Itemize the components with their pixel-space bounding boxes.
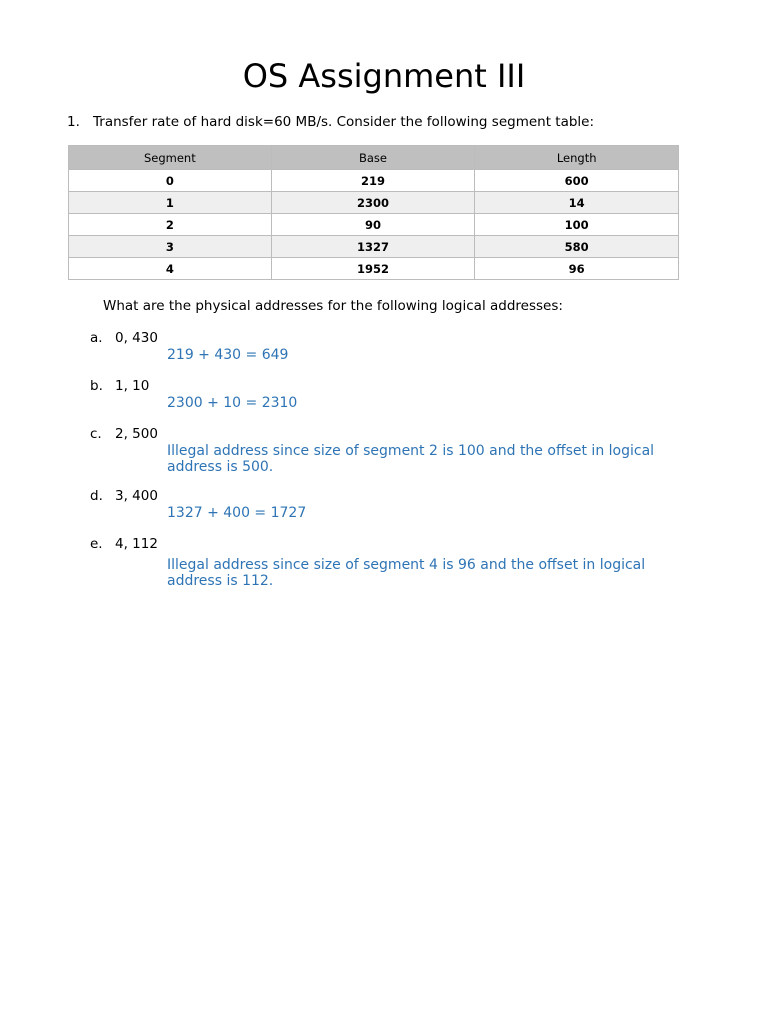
item-letter: c.	[90, 426, 102, 442]
logical-address: 3, 400	[115, 488, 158, 504]
question-1	[67, 112, 594, 132]
table-row	[69, 236, 679, 258]
item-letter: d.	[90, 488, 103, 504]
base-cell: 1327	[271, 236, 475, 258]
length-cell: 580	[475, 236, 679, 258]
logical-address: 2, 500	[115, 426, 158, 442]
segment-cell: 0	[69, 170, 272, 192]
segment-cell: 3	[69, 236, 272, 258]
column-header-base: Base	[271, 146, 475, 170]
answer-text: 1327 + 400 = 1727	[167, 505, 307, 521]
segment-table	[68, 145, 679, 280]
question-text: Transfer rate of hard disk=60 MB/s. Consider the following segment table:	[93, 114, 595, 130]
length-cell: 14	[475, 192, 679, 214]
logical-address: 4, 112	[115, 536, 158, 552]
segment-cell: 4	[69, 258, 272, 280]
item-letter: a.	[90, 330, 103, 346]
list-item	[90, 330, 690, 363]
length-cell: 96	[475, 258, 679, 280]
column-header-segment: Segment	[69, 146, 272, 170]
list-item	[90, 378, 690, 411]
table-row	[69, 170, 679, 192]
table-row	[69, 258, 679, 280]
column-header-length: Length	[475, 146, 679, 170]
segment-cell: 1	[69, 192, 272, 214]
segment-cell: 2	[69, 214, 272, 236]
table-row	[69, 214, 679, 236]
answer-text: Illegal address since size of segment 2 is 100 and the offset in logical address is 500.	[167, 443, 655, 475]
table-header-row	[69, 146, 679, 170]
table-row	[69, 192, 679, 214]
base-cell: 2300	[271, 192, 475, 214]
item-letter: e.	[90, 536, 103, 552]
answer-text: 219 + 430 = 649	[167, 347, 289, 363]
length-cell: 600	[475, 170, 679, 192]
length-cell: 100	[475, 214, 679, 236]
question-number: 1.	[67, 114, 80, 130]
base-cell: 1952	[271, 258, 475, 280]
page-title: OS Assignment III	[242, 57, 526, 95]
list-item	[90, 488, 690, 521]
answer-text: 2300 + 10 = 2310	[167, 395, 298, 411]
list-item	[90, 426, 690, 475]
logical-address: 0, 430	[115, 330, 158, 346]
logical-address: 1, 10	[115, 378, 150, 394]
answer-text: Illegal address since size of segment 4 is 96 and the offset in logical address is 112.	[167, 557, 646, 589]
list-item	[90, 536, 690, 589]
base-cell: 219	[271, 170, 475, 192]
prompt-text: What are the physical addresses for the following logical addresses:	[103, 298, 563, 314]
base-cell: 90	[271, 214, 475, 236]
item-letter: b.	[90, 378, 103, 394]
